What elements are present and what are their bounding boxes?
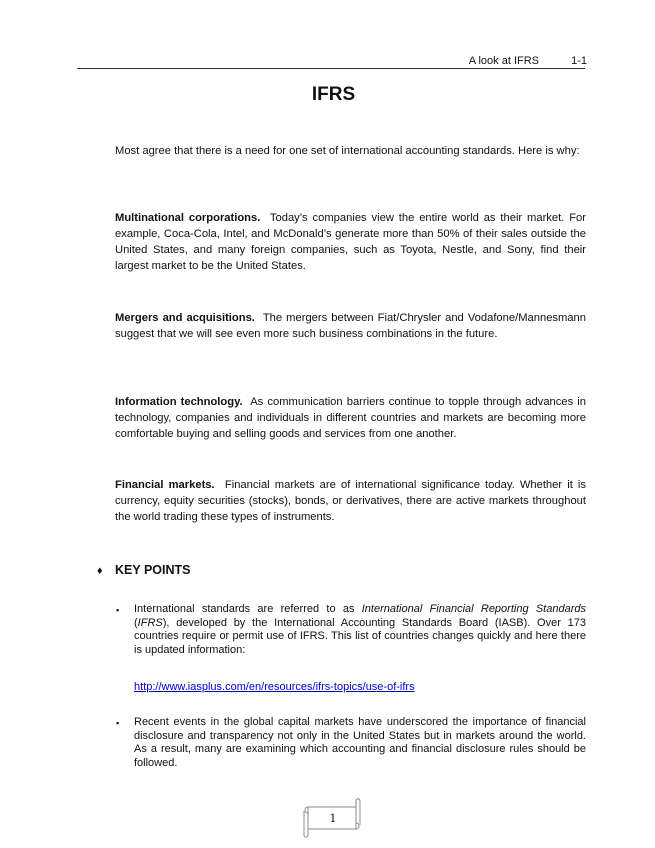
section-financial-markets (115, 477, 586, 525)
key-point-item (134, 603, 586, 657)
key-points-heading (97, 563, 190, 577)
key-points-title: KEY POINTS (115, 563, 191, 577)
section-mergers (115, 310, 586, 342)
section-text: Today’s companies view the entire world as their market. For example, Coca-Cola, Intel, and McDonald’s generate more than 50% of their sales outside the United States, and many foreign companies, such as Toyota, Nestle, and Sony, find their largest market to be the United States. (115, 212, 586, 272)
key-point-italic: International Financial Reporting Standards (361, 603, 586, 615)
section-heading: Multinational corporations. (115, 212, 261, 224)
header-page-ref: 1-1 (571, 55, 587, 67)
key-point-text: International standards are referred to as (134, 603, 362, 615)
square-bullet-icon: ▪ (116, 605, 120, 615)
header-divider (77, 68, 585, 69)
key-point-italic: IFRS (137, 616, 163, 629)
page-title: IFRS (311, 84, 356, 105)
section-text: As communication barriers continue to topple through advances in technology, companies and individuals in different countries and markets are becoming more comfortable buying and selling goods and services from one another. (115, 396, 586, 440)
section-text: Financial markets are of international significance today. Whether it is currency, equity securities (stocks), bonds, or derivatives, there are active markets throughout the world trading these types of instruments. (115, 479, 587, 523)
key-point-text: ), developed by the International Accounting Standards Board (IASB). Over 173 countries require or permit use of IFRS. This list of countries changes quickly and here there is updated information: (134, 616, 586, 656)
section-multinational (115, 210, 586, 274)
section-heading: Financial markets. (115, 479, 215, 491)
page-number: 1 (329, 812, 337, 825)
section-information-technology (115, 394, 586, 442)
header-section-title: A look at IFRS (468, 55, 539, 67)
key-point-item: Recent events in the global capital markets have underscored the importance of financial disclosure and transparency not only in the United States but in markets around the world. As a result, many are examining which accounting and financial disclosure rules should be followed. (134, 716, 586, 769)
section-text: The mergers between Fiat/Chrysler and Vodafone/Mannesmann suggest that we will see even more such business combinations in the future. (115, 312, 586, 340)
square-bullet-icon: ▪ (116, 718, 120, 728)
diamond-icon: ♦ (97, 565, 103, 577)
key-point-text: ( (134, 616, 138, 629)
section-heading: Mergers and acquisitions. (115, 312, 255, 324)
ifrs-countries-link[interactable]: http://www.iasplus.com/en/resources/ifrs-topics/use-of-ifrs (134, 681, 415, 693)
intro-paragraph: Most agree that there is a need for one set of international accounting standards. Here is why: (115, 145, 580, 157)
section-heading: Information technology. (115, 396, 243, 408)
running-header (469, 55, 539, 67)
